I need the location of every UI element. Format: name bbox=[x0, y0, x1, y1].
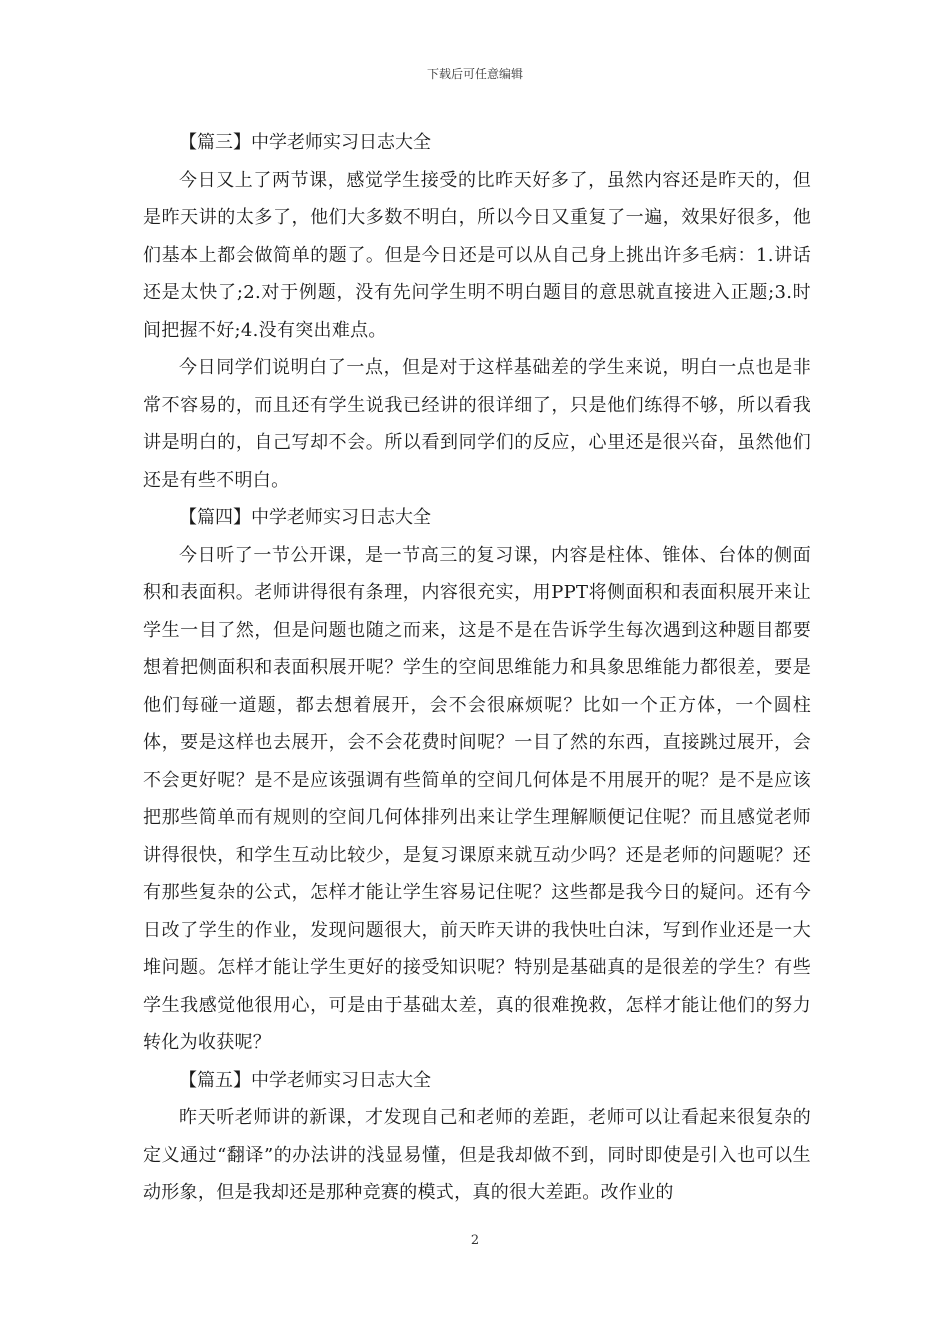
section-heading: 【篇五】中学老师实习日志大全 bbox=[179, 1069, 431, 1091]
document-body bbox=[143, 124, 811, 1212]
paragraph: 今日同学们说明白了一点，但是对于这样基础差的学生来说，明白一点也是非常不容易的，而且还有学生说我已经讲的很详细了，只是他们练得不够，所以看我讲是明白的，自己写却不会。所以看到同学们的反应，心里还是很兴奋，虽然他们还是有些不明白。 bbox=[143, 357, 811, 491]
section-5 bbox=[143, 1062, 811, 1212]
paragraph: 今日听了一节公开课，是一节高三的复习课，内容是柱体、锥体、台体的侧面积和表面积。老师讲得很有条理，内容很充实，用PPT将侧面积和表面积展开来让学生一目了然，但是问题也随之而来，这是不是在告诉学生每次遇到这种题目都要想着把侧面积和表面积展开呢？学生的空间思维能力和具象思维能力都很差，要是他们每碰一道题，都去想着展开，会不会很麻烦呢？比如一个正方体，一个圆柱体，要是这样也去展开，会不会花费时间呢？一目了然的东西，直接跳过展开，会不会更好呢？是不是应该强调有些简单的空间几何体是不用展开的呢？是不是应该把那些简单而有规则的空间几何体排列出来让学生理解顺便记住呢？而且感觉老师讲得很快，和学生互动比较少，是复习课原来就互动少吗？还是老师的问题呢？还有那些复杂的公式，怎样才能让学生容易记住呢？这些都是我今日的疑问。还有今日改了学生的作业，发现问题很大，前天昨天讲的我快吐白沫，写到作业还是一大堆问题。怎样才能让学生更好的接受知识呢？特别是基础真的是很差的学生？有些学生我感觉他很用心，可是由于基础太差，真的很难挽救，怎样才能让他们的努力转化为收获呢？ bbox=[143, 544, 811, 1053]
section-4 bbox=[143, 499, 811, 1062]
page-number: 2 bbox=[470, 1233, 480, 1248]
section-3 bbox=[143, 124, 811, 499]
section-heading: 【篇四】中学老师实习日志大全 bbox=[179, 507, 431, 528]
section-heading: 【篇三】中学老师实习日志大全 bbox=[179, 132, 431, 153]
paragraph: 昨天听老师讲的新课，才发现自己和老师的差距，老师可以让看起来很复杂的定义通过“翻译”的办法讲的浅显易懂，但是我却做不到，同时即使是引入也可以生动形象，但是我却还是那种竞赛的模式，真的很大差距。改作业的 bbox=[143, 1107, 811, 1203]
paragraph: 今日又上了两节课，感觉学生接受的比昨天好多了，虽然内容还是昨天的，但是昨天讲的太多了，他们大多数不明白，所以今日又重复了一遍，效果好很多，他们基本上都会做简单的题了。但是今日还是可以从自己身上挑出许多毛病：1.讲话还是太快了;2.对于例题，没有先问学生明不明白题目的意思就直接进入正题;3.时间把握不好;4.没有突出难点。 bbox=[143, 169, 811, 341]
page-header: 下载后可任意编辑 bbox=[426, 67, 523, 81]
